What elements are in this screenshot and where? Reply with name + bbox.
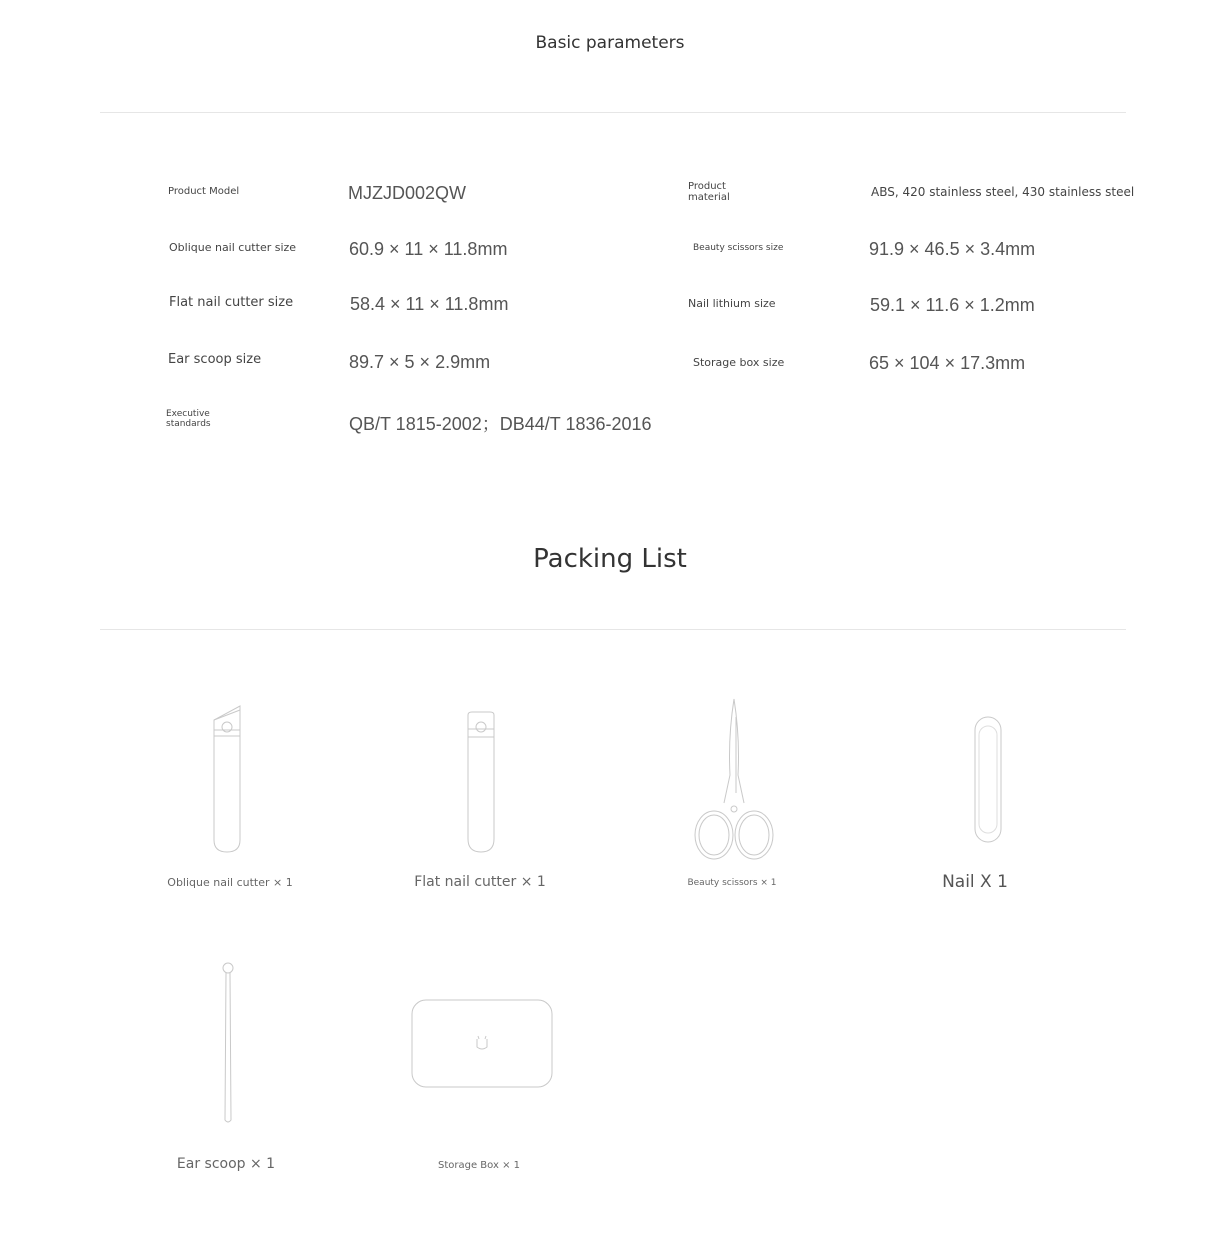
product-model-label: Product Model [168,186,240,197]
section-divider [100,629,1126,630]
beauty-scissors-caption: Beauty scissors × 1 [687,878,777,888]
flat-nail-cutter-icon [466,711,498,855]
product-material-value: ABS, 420 stainless steel, 430 stainless steel [871,185,1135,199]
nail-file-icon [974,716,1004,844]
flat-nail-cutter-caption: Flat nail cutter × 1 [414,874,546,890]
section-divider [100,112,1126,113]
product-material-label [688,181,730,203]
ear-size-value: 89.7 × 5 × 2.9mm [349,352,491,372]
ear-size-label: Ear scoop size [168,352,262,367]
nail-file-caption: Nail X 1 [942,872,1008,892]
box-size-label: Storage box size [693,356,785,369]
flat-size-value: 58.4 × 11 × 11.8mm [350,294,509,314]
scissors-size-label: Beauty scissors size [693,243,784,253]
storage-box-icon [411,999,554,1090]
basic-parameters-title: Basic parameters [535,33,685,53]
ear-scoop-icon [221,962,237,1126]
oblique-size-label: Oblique nail cutter size [169,241,297,254]
standards-value: QB/T 1815-2002；DB44/T 1836-2016 [349,414,652,434]
oblique-size-value: 60.9 × 11 × 11.8mm [349,239,508,259]
standards-label [166,409,211,429]
standards-label-line1: Executive [166,409,210,419]
beauty-scissors-icon [692,697,778,863]
packing-list-title: Packing List [533,544,687,574]
scissors-size-value: 91.9 × 46.5 × 3.4mm [869,239,1036,259]
product-material-label-line1: Product [688,181,726,192]
storage-box-caption: Storage Box × 1 [438,1160,520,1171]
ear-scoop-caption: Ear scoop × 1 [176,1156,276,1172]
oblique-nail-cutter-icon [212,704,244,856]
standards-label-line2: standards [166,419,211,429]
flat-size-label: Flat nail cutter size [169,295,294,310]
product-model-value: MJZJD002QW [348,183,467,203]
product-material-label-line2: material [688,192,730,203]
box-size-value: 65 × 104 × 17.3mm [869,353,1026,373]
oblique-nail-cutter-caption: Oblique nail cutter × 1 [167,876,293,889]
lithium-size-label: Nail lithium size [688,297,776,310]
lithium-size-value: 59.1 × 11.6 × 1.2mm [870,295,1035,315]
